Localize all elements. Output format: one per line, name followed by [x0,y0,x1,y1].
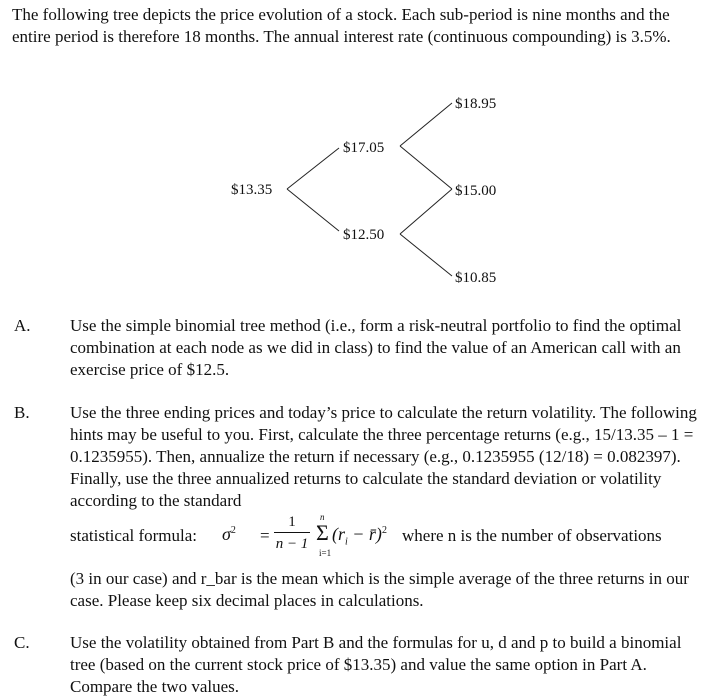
question-b-continuation: (3 in our case) and r_bar is the mean which is the simple average of the three returns in our case. Please keep six decimal places in calculations. [70,569,689,610]
question-c-text: Use the volatility obtained from Part B and the formulas for u, d and p to build a binomial tree (based on the current stock price of $13.35) and value the same option in Part A. Compare the two values. [70,633,682,696]
formula-denominator: n − 1 [275,536,309,552]
formula-equals: = [260,526,270,545]
formula-body-open: (r [332,524,345,544]
branch-down-dd [400,234,452,276]
tree-node-uu: $18.95 [455,96,497,112]
branch-down-ud [400,189,452,234]
question-b-text: Use the three ending prices and today’s price to calculate the return volatility. The following hints may be useful to you. First, calculate the three percentage returns (e.g., 15/13.35 – 1 = 0.1235955). Then, annualize the return if necessary (e.g., 0.1235955 (12/18) = 0.082397). Finally, use the three annualized returns to calculate the standard deviation or volatility according to the standard [70,403,697,510]
formula-sigma [222,524,236,545]
question-c-letter: C. [14,633,30,652]
formula-sum-lower: i=1 [319,548,332,558]
formula-label: statistical formula: [70,526,197,545]
formula-fraction [274,514,310,553]
tree-node-ud: $15.00 [455,183,497,199]
tree-node-down: $12.50 [343,227,385,243]
branch-up-uu [400,103,452,146]
formula-body-rest: − r̄) [347,524,382,544]
formula-numerator: 1 [288,514,296,530]
tree-node-up: $17.05 [343,140,385,156]
formula-body [332,524,387,548]
question-a-letter: A. [14,316,31,335]
branch-up-ud [400,146,452,189]
formula-sigma-power: 2 [230,525,236,536]
formula-fraction-bar [274,532,310,533]
formula-body-power: 2 [381,525,387,536]
formula-where-text: where n is the number of observations [402,526,662,545]
formula-sigma-symbol: σ [222,524,231,544]
sigma-sum-icon: Σ [316,520,329,545]
question-a-text: Use the simple binomial tree method (i.e., form a risk-neutral portfolio to find the optimal combination at each node as we did in class) to find the value of an American call with an exercise price of $12.5. [70,316,682,379]
branch-root-down [287,189,339,231]
question-b-letter: B. [14,403,30,422]
tree-node-dd: $10.85 [455,270,497,286]
tree-node-root: $13.35 [231,182,273,198]
formula-sum-upper: n [320,512,325,522]
formula-body-sub: i [345,536,348,548]
variance-formula-row [70,514,700,564]
branch-root-up [287,148,339,189]
intro-paragraph: The following tree depicts the price evolution of a stock. Each sub-period is nine months and the entire period is therefore 18 months. The annual interest rate (continuous compounding) is 3.5%. [12,5,671,46]
